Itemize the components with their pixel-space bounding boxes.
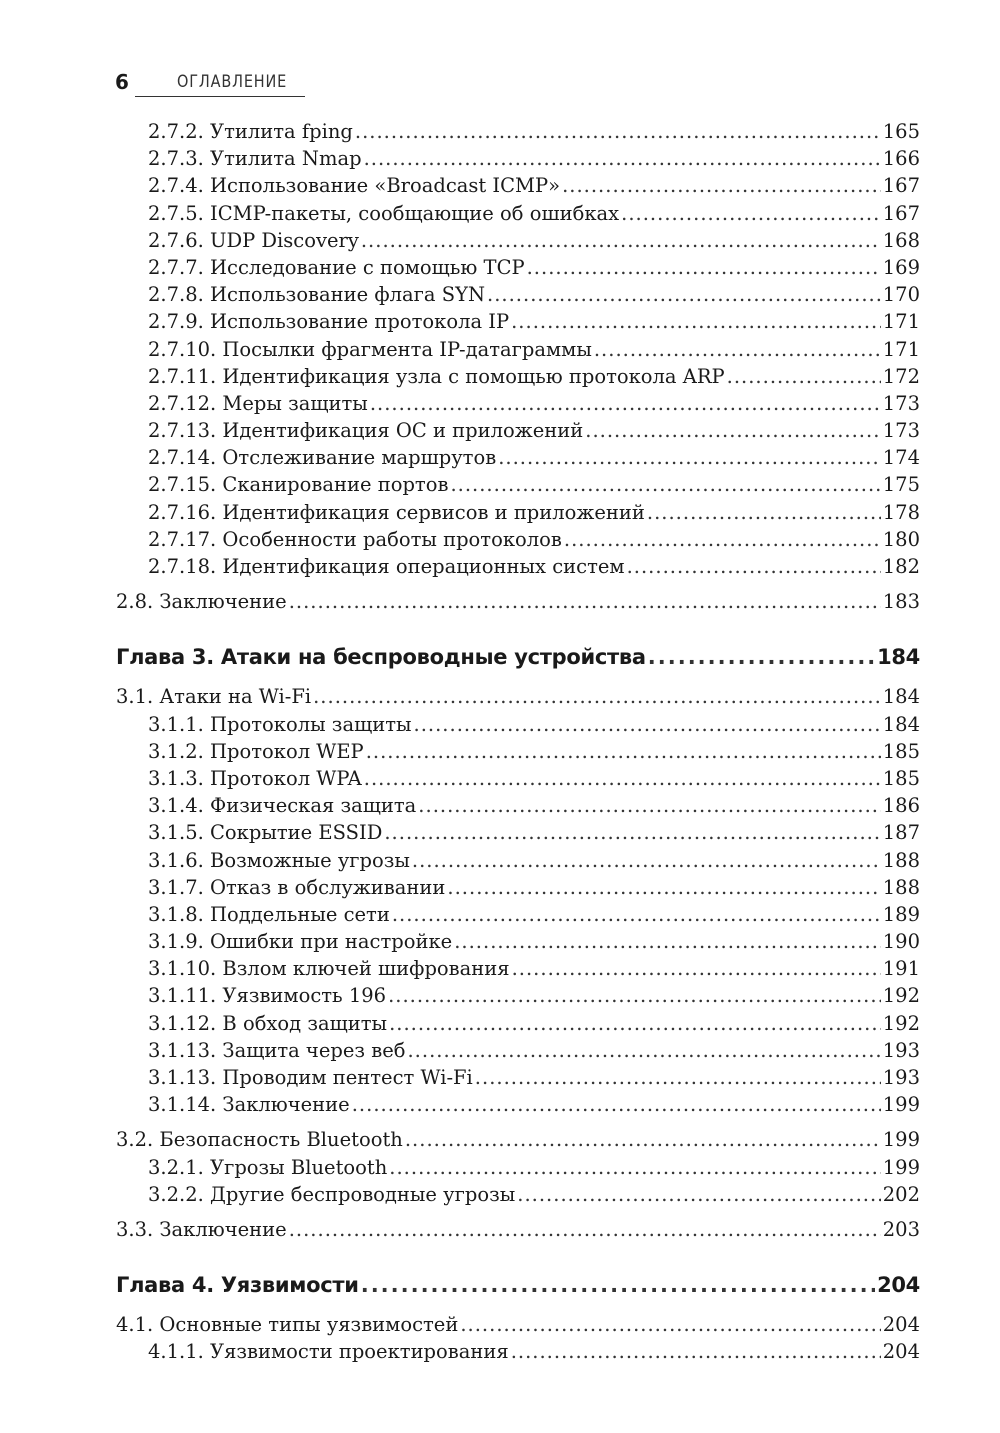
toc-entry-title: 3.1.14. Заключение [148,1093,350,1117]
toc-entry-page: 193 [882,1066,920,1089]
toc-entry-page: 178 [882,500,920,524]
toc-entry [116,254,920,281]
dot-leader [407,1037,880,1064]
chapter-title: Глава 3. Атаки на беспроводные устройства [116,645,646,670]
toc-entry [116,955,920,982]
toc-entry-page: 175 [882,473,920,497]
page-header [115,68,415,108]
toc-entry-page: 192 [882,1011,920,1035]
toc-entry-title: 3.1.2. Протокол WEP [148,739,364,763]
toc-entry [116,1181,920,1208]
toc-entry-3-3 [116,1216,920,1243]
toc-entry-title: 3.1.12. В обход защиты [148,1011,388,1035]
dot-leader [352,1091,881,1118]
toc-entry-title: 2.7.14. Отслеживание маршрутов [148,446,497,470]
toc-entry-page: 202 [882,1182,920,1206]
dot-leader [498,444,881,471]
toc-entry-page: 185 [882,739,920,763]
toc-entry-title: 4.1. Основные типы уязвимостей [116,1313,459,1337]
toc-entry-title: 2.7.9. Использование протокола IP [148,310,510,334]
toc-entry-title: 2.7.13. Идентификация ОС и приложений [148,419,584,443]
toc-entry-title: 3.2.2. Другие беспроводные угрозы [148,1182,516,1206]
toc-entry-title: 3.3. Заключение [116,1217,287,1241]
dot-leader [475,1064,881,1091]
toc-entry-page: 183 [882,590,920,614]
toc-entry-page: 182 [882,555,920,578]
toc-entry-page: 187 [882,821,920,845]
toc-entry [116,874,920,901]
dot-leader [487,281,881,308]
dot-leader [594,336,881,363]
toc-group-2-7 [116,118,920,580]
chapter-page: 204 [877,1273,920,1298]
toc-entry [116,1037,920,1064]
dot-leader [289,588,881,615]
toc-entry-page: 172 [882,364,920,388]
toc-entry-title: 2.7.8. Использование флага SYN [148,283,486,307]
dot-leader [405,1126,881,1153]
toc-entry [116,145,920,172]
toc-entry-page: 173 [882,391,920,415]
dot-leader [562,172,881,199]
toc-entry-page: 174 [882,446,920,470]
toc-entry-title: 2.7.10. Посылки фрагмента IP-датаграммы [148,337,592,361]
toc-entry-page: 192 [882,984,920,1008]
dot-leader [412,847,881,874]
toc-entry [116,308,920,335]
toc-entry-4-1 [116,1311,920,1338]
toc-entry-title: 3.1.7. Отказ в обслуживании [148,875,446,899]
toc-entry-title: 3.1.3. Протокол WPA [148,766,362,790]
dot-leader [370,390,881,417]
dot-leader [384,819,880,846]
dot-leader [564,526,881,553]
toc-entry [116,1154,920,1181]
dot-leader [517,1181,881,1208]
toc-entry-page: 168 [882,228,920,252]
dot-leader [627,553,881,580]
toc-entry-page: 166 [882,147,920,171]
chapter-3-heading [116,641,920,673]
toc-entry-page: 167 [882,174,920,198]
toc-entry-page: 185 [882,766,920,790]
toc-entry [116,711,920,738]
toc-group-3-2 [116,1154,920,1208]
toc-entry-page: 169 [882,255,920,279]
toc-entry-2-8 [116,588,920,615]
header-rule [135,96,305,97]
dot-leader [388,982,881,1009]
toc-entry-page: 173 [882,419,920,443]
dot-leader [585,417,881,444]
dot-leader [648,641,875,673]
toc-entry-page: 171 [882,337,920,361]
dot-leader [389,1154,880,1181]
dot-leader [647,499,881,526]
dot-leader [512,955,881,982]
toc-entry-title: 4.1.1. Уязвимости проектирования [148,1340,509,1364]
toc-entry-3-2 [116,1126,920,1153]
table-of-contents [116,118,920,1366]
toc-entry [116,765,920,792]
toc-entry-page: 203 [882,1217,920,1241]
toc-entry-page: 184 [882,685,920,709]
toc-entry [116,200,920,227]
toc-entry [116,281,920,308]
dot-leader [460,1311,880,1338]
toc-entry-title: 3.1.5. Сокрытие ESSID [148,821,383,845]
toc-entry-title: 2.7.4. Использование «Broadcast ICMP» [148,174,561,198]
toc-entry-page: 189 [882,902,920,926]
toc-entry [116,1338,920,1365]
dot-leader [621,200,881,227]
dot-leader [447,874,880,901]
toc-entry-title: 2.8. Заключение [116,590,287,614]
toc-entry [116,553,920,580]
dot-leader [364,145,881,172]
toc-entry [116,390,920,417]
toc-entry-title: 3.2. Безопасность Bluetooth [116,1128,403,1152]
chapter-title: Глава 4. Уязвимости [116,1273,359,1298]
toc-entry-title: 3.1.6. Возможные угрозы [148,848,410,872]
toc-entry-title: 3.1.9. Ошибки при настройке [148,930,453,954]
toc-entry [116,336,920,363]
toc-group-3-1 [116,711,920,1119]
toc-entry-title: 3.1.1. Протоколы защиты [148,712,412,736]
toc-entry-title: 3.1.11. Уязвимость 196 [148,984,387,1008]
toc-entry [116,1091,920,1118]
toc-entry-page: 199 [882,1128,920,1152]
toc-entry-page: 188 [882,875,920,899]
toc-entry [116,227,920,254]
toc-entry-page: 191 [882,957,920,981]
toc-entry-title: 3.2.1. Угрозы Bluetooth [148,1155,388,1179]
toc-entry-title: 2.7.2. Утилита fping [148,120,353,143]
toc-entry-title: 2.7.12. Меры защиты [148,391,368,415]
toc-entry-page: 193 [882,1038,920,1062]
toc-entry-title: 2.7.5. ICMP-пакеты, сообщающие об ошибках [148,201,620,225]
dot-leader [511,308,881,335]
toc-entry [116,526,920,553]
toc-entry-title: 2.7.17. Особенности работы протоколов [148,527,562,551]
toc-entry-page: 180 [882,527,920,551]
toc-entry-page: 188 [882,848,920,872]
toc-entry [116,1064,920,1091]
toc-entry [116,901,920,928]
toc-entry-page: 204 [882,1340,920,1364]
toc-entry-page: 165 [882,120,920,143]
chapter-page: 184 [877,645,920,670]
dot-leader [366,738,881,765]
toc-entry [116,792,920,819]
toc-entry-3-1 [116,683,920,710]
toc-entry-page: 186 [882,794,920,818]
toc-entry [116,847,920,874]
dot-leader [389,1010,881,1037]
toc-entry-title: 2.7.18. Идентификация операционных систем [148,555,625,578]
dot-leader [361,227,881,254]
dot-leader [527,254,881,281]
dot-leader [727,363,881,390]
toc-entry [116,982,920,1009]
toc-entry [116,363,920,390]
toc-entry-page: 199 [882,1155,920,1179]
toc-entry-title: 3.1. Атаки на Wi-Fi [116,685,312,709]
toc-entry-title: 2.7.11. Идентификация узла с помощью протокола ARP [148,364,725,388]
dot-leader [511,1338,881,1365]
dot-leader [392,901,881,928]
dot-leader [414,711,881,738]
dot-leader [418,792,880,819]
toc-entry [116,417,920,444]
toc-entry-page: 204 [882,1313,920,1337]
toc-entry [116,444,920,471]
toc-entry [116,928,920,955]
toc-entry [116,1010,920,1037]
toc-entry [116,499,920,526]
toc-entry-title: 3.1.4. Физическая защита [148,794,417,818]
toc-entry-page: 170 [882,283,920,307]
toc-entry-title: 2.7.6. UDP Discovery [148,228,359,252]
toc-entry-title: 2.7.16. Идентификация сервисов и приложений [148,500,645,524]
toc-entry-page: 167 [882,201,920,225]
dot-leader [364,765,881,792]
toc-entry-page: 184 [882,712,920,736]
toc-entry-title: 3.1.8. Поддельные сети [148,902,390,926]
running-title: ОГЛАВЛЕНИЕ [177,72,288,92]
dot-leader [313,683,881,710]
chapter-4-heading [116,1269,920,1301]
toc-entry-title: 3.1.13. Проводим пентест Wi-Fi [148,1066,473,1089]
dot-leader [289,1216,881,1243]
toc-entry-title: 3.1.13. Защита через веб [148,1038,406,1062]
toc-entry [116,819,920,846]
toc-entry-title: 3.1.10. Взлом ключей шифрования [148,957,510,981]
toc-group-4-1 [116,1338,920,1365]
toc-entry [116,172,920,199]
toc-entry-page: 190 [882,930,920,954]
dot-leader [454,928,881,955]
page-number: 6 [115,70,129,94]
dot-leader [361,1269,875,1301]
toc-entry-title: 2.7.15. Сканирование портов [148,473,449,497]
toc-entry-page: 199 [882,1093,920,1117]
toc-entry-title: 2.7.7. Исследование с помощью TCP [148,255,525,279]
dot-leader [450,471,880,498]
toc-entry-page: 171 [882,310,920,334]
toc-entry-title: 2.7.3. Утилита Nmap [148,147,362,171]
toc-entry [116,118,920,145]
dot-leader [355,118,881,145]
toc-entry [116,738,920,765]
toc-entry [116,471,920,498]
